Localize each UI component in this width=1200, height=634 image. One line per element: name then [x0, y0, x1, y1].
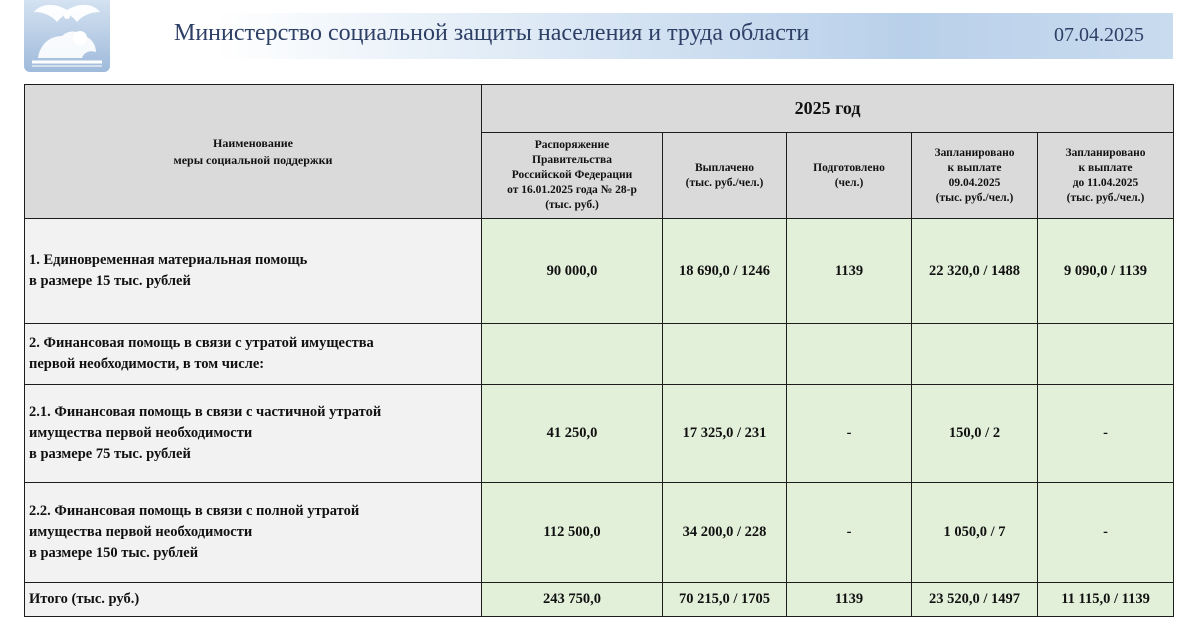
header	[0, 0, 1200, 74]
report-date: 07.04.2025	[1054, 24, 1144, 46]
table-row	[25, 385, 1174, 483]
cell-planned-0904: 150,0 / 2	[912, 385, 1038, 483]
row-name-line: имущества первой необходимости	[29, 524, 253, 540]
support-measures-table	[24, 84, 1174, 617]
table-row	[25, 324, 1174, 385]
year-header: 2025 год	[482, 85, 1174, 133]
cell-prepared	[787, 324, 912, 385]
column-header-line: Российской Федерации	[511, 169, 633, 181]
cell-paid: 34 200,0 / 228	[663, 483, 787, 583]
cell-planned-0904: 1 050,0 / 7	[912, 483, 1038, 583]
column-header-line: к выплате	[947, 161, 1002, 174]
column-header-planned-0904	[912, 133, 1038, 219]
row-name-line: в размере 15 тыс. рублей	[29, 273, 191, 289]
column-header-line: Запланировано	[934, 146, 1015, 159]
column-header-order	[482, 133, 663, 219]
row-name-line: в размере 75 тыс. рублей	[29, 446, 191, 462]
cell-order	[482, 324, 663, 385]
row-name-line: имущества первой необходимости	[29, 425, 253, 441]
column-header-prepared	[787, 133, 912, 219]
cell-prepared: 1139	[787, 583, 912, 617]
row-name	[25, 483, 482, 583]
column-header-line: до 11.04.2025	[1072, 176, 1139, 189]
column-header-line: от 16.01.2025 года № 28-р	[507, 184, 637, 196]
column-header-paid	[663, 133, 787, 219]
table-row	[25, 219, 1174, 324]
cell-prepared: -	[787, 385, 912, 483]
table-row	[25, 483, 1174, 583]
name-header-line: Наименование	[213, 135, 293, 150]
emblem-svg	[24, 0, 110, 72]
row-name	[25, 385, 482, 483]
column-header-line: (тыс. руб./чел.)	[685, 176, 764, 189]
row-name-line: 2.1. Финансовая помощь в связи с частичной утратой	[29, 404, 382, 420]
column-header-line: 09.04.2025	[948, 176, 1001, 189]
name-column-header	[25, 85, 482, 219]
cell-planned-1104: -	[1038, 385, 1174, 483]
column-header-line: Подготовлено	[813, 161, 885, 174]
cell-planned-0904: 22 320,0 / 1488	[912, 219, 1038, 324]
cell-prepared: 1139	[787, 219, 912, 324]
row-name	[25, 219, 482, 324]
cell-paid: 18 690,0 / 1246	[663, 219, 787, 324]
name-header-line: меры социальной поддержки	[173, 152, 333, 167]
cell-planned-1104	[1038, 324, 1174, 385]
cell-order: 41 250,0	[482, 385, 663, 483]
cell-planned-1104: 9 090,0 / 1139	[1038, 219, 1174, 324]
cell-planned-0904: 23 520,0 / 1497	[912, 583, 1038, 617]
cell-planned-1104: -	[1038, 483, 1174, 583]
row-name-line: 2.2. Финансовая помощь в связи с полной утратой	[29, 503, 360, 519]
column-header-line: Выплачено	[695, 161, 754, 174]
column-header-line: (тыс. руб.)	[545, 199, 599, 211]
cell-order: 112 500,0	[482, 483, 663, 583]
column-header-line: (чел.)	[834, 176, 864, 189]
column-header-planned-1104	[1038, 133, 1174, 219]
cell-paid: 17 325,0 / 231	[663, 385, 787, 483]
column-header-line: Запланировано	[1065, 146, 1146, 159]
table-header-row	[25, 85, 1174, 133]
cell-paid: 70 215,0 / 1705	[663, 583, 787, 617]
cell-order: 90 000,0	[482, 219, 663, 324]
row-name-line: 1. Единовременная материальная помощь	[29, 252, 308, 268]
row-name	[25, 583, 482, 617]
page-title: Министерство социальной защиты населения и труда области	[174, 20, 810, 46]
cell-planned-1104: 11 115,0 / 1139	[1038, 583, 1174, 617]
cell-paid	[663, 324, 787, 385]
cell-prepared: -	[787, 483, 912, 583]
column-header-line: (тыс. руб./чел.)	[935, 191, 1014, 204]
column-header-line: Распоряжение	[534, 139, 610, 151]
cell-order: 243 750,0	[482, 583, 663, 617]
row-name-line: 2. Финансовая помощь в связи с утратой имущества	[29, 335, 374, 351]
cell-planned-0904	[912, 324, 1038, 385]
row-name	[25, 324, 482, 385]
row-name-line: в размере 150 тыс. рублей	[29, 545, 199, 561]
column-header-line: к выплате	[1078, 161, 1133, 174]
emblem-icon	[24, 0, 110, 72]
total-row	[25, 583, 1174, 617]
column-header-line: Правительства	[532, 154, 612, 166]
row-name-line: первой необходимости, в том числе:	[29, 356, 265, 372]
row-name-line: Итого (тыс. руб.)	[29, 591, 140, 607]
column-header-line: (тыс. руб./чел.)	[1066, 191, 1145, 204]
